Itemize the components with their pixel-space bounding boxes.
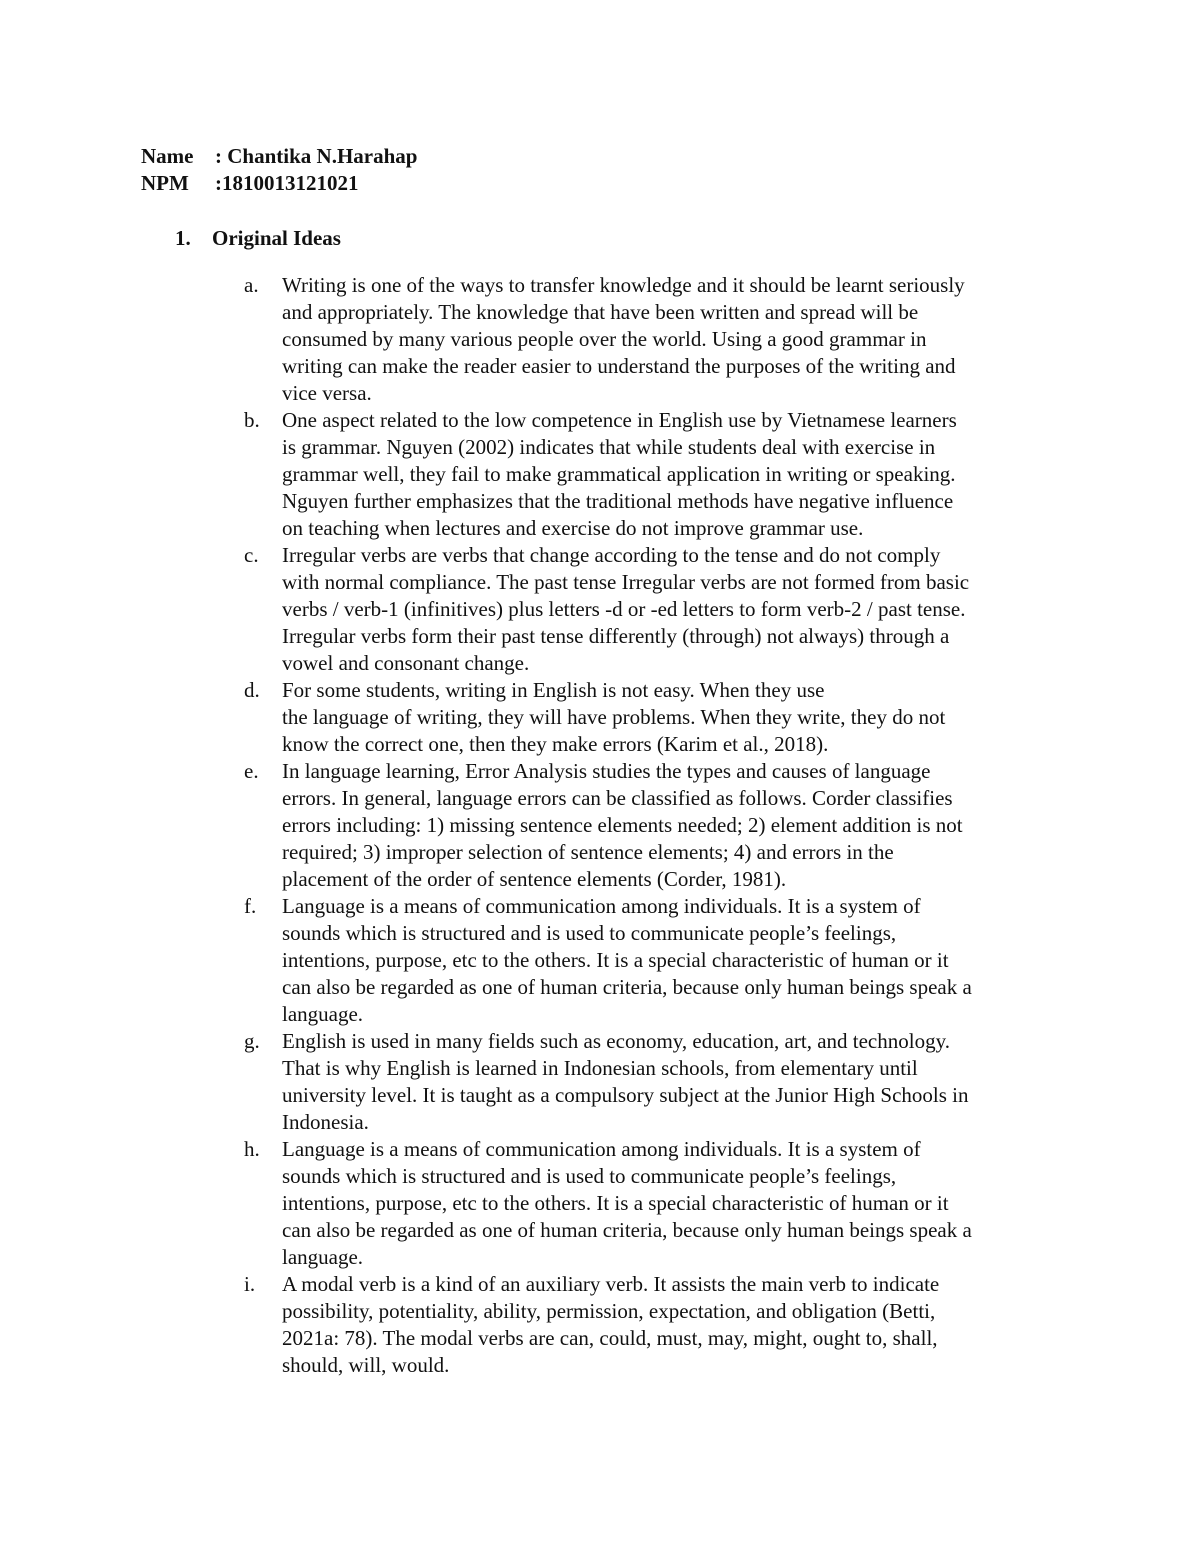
list-item-line: Language is a means of communication among individuals. It is a system of — [282, 894, 921, 918]
list-item-line: One aspect related to the low competence in English use by Vietnamese learners — [282, 408, 957, 432]
list-item-line: is grammar. Nguyen (2002) indicates that while students deal with exercise in — [282, 435, 936, 459]
list-item-marker: c. — [244, 543, 259, 567]
list-item-line: with normal compliance. The past tense Irregular verbs are not formed from basic — [282, 570, 970, 594]
list-item-line: intentions, purpose, etc to the others. It is a special characteristic of human or it — [282, 1191, 949, 1215]
npm-label: NPM — [141, 171, 189, 195]
section-heading — [175, 225, 341, 252]
list-item-line: sounds which is structured and is used to communicate people’s feelings, — [282, 921, 897, 945]
list-item — [244, 1136, 1064, 1271]
section-title: Original Ideas — [212, 226, 341, 250]
list-item-line: Language is a means of communication among individuals. It is a system of — [282, 1137, 921, 1161]
list-item-line: verbs / verb-1 (infinitives) plus letters -d or -ed letters to form verb-2 / past tense. — [282, 597, 966, 621]
list-item-line: Nguyen further emphasizes that the traditional methods have negative influence — [282, 489, 954, 513]
list-item-line: A modal verb is a kind of an auxiliary verb. It assists the main verb to indicate — [282, 1272, 940, 1296]
list-item-marker: a. — [244, 273, 259, 297]
list-item-marker: f. — [244, 894, 257, 918]
list-item-line: errors including: 1) missing sentence elements needed; 2) element addition is not — [282, 813, 963, 837]
list-item-line: possibility, potentiality, ability, permission, expectation, and obligation (Betti, — [282, 1299, 936, 1323]
list-item-line: university level. It is taught as a compulsory subject at the Junior High Schools in — [282, 1083, 969, 1107]
list-item-line: 2021a: 78). The modal verbs are can, could, must, may, might, ought to, shall, — [282, 1326, 938, 1350]
name-label: Name — [141, 144, 194, 168]
list-item-line: Writing is one of the ways to transfer knowledge and it should be learnt seriously — [282, 273, 965, 297]
ideas-list — [244, 272, 1064, 1379]
list-item — [244, 542, 1064, 677]
list-item-line: intentions, purpose, etc to the others. It is a special characteristic of human or it — [282, 948, 949, 972]
list-item-marker: g. — [244, 1029, 260, 1053]
list-item-line: Indonesia. — [282, 1110, 369, 1134]
list-item-line: the language of writing, they will have problems. When they write, they do not — [282, 705, 946, 729]
list-item-line: consumed by many various people over the world. Using a good grammar in — [282, 327, 927, 351]
list-item-line: required; 3) improper selection of sentence elements; 4) and errors in the — [282, 840, 894, 864]
list-item — [244, 1271, 1064, 1379]
list-item-line: on teaching when lectures and exercise do not improve grammar use. — [282, 516, 864, 540]
section-number: 1. — [175, 226, 191, 250]
npm-value: :1810013121021 — [215, 171, 359, 195]
list-item — [244, 677, 1064, 758]
npm-row — [141, 170, 359, 197]
list-item-line: Irregular verbs form their past tense differently (through) not always) through a — [282, 624, 950, 648]
list-item-marker: i. — [244, 1272, 256, 1296]
list-item-marker: e. — [244, 759, 259, 783]
list-item — [244, 758, 1064, 893]
list-item-line: can also be regarded as one of human criteria, because only human beings speak a — [282, 1218, 972, 1242]
list-item-line: should, will, would. — [282, 1353, 450, 1377]
list-item — [244, 272, 1064, 407]
list-item-line: vice versa. — [282, 381, 372, 405]
list-item-line: know the correct one, then they make errors (Karim et al., 2018). — [282, 732, 829, 756]
list-item-marker: d. — [244, 678, 260, 702]
list-item — [244, 407, 1064, 542]
list-item-line: grammar well, they fail to make grammatical application in writing or speaking. — [282, 462, 956, 486]
list-item-line: Irregular verbs are verbs that change according to the tense and do not comply — [282, 543, 941, 567]
list-item-line: language. — [282, 1002, 364, 1026]
list-item-line: vowel and consonant change. — [282, 651, 530, 675]
list-item-marker: h. — [244, 1137, 260, 1161]
list-item-line: language. — [282, 1245, 364, 1269]
list-item-marker: b. — [244, 408, 260, 432]
list-item-line: In language learning, Error Analysis studies the types and causes of language — [282, 759, 931, 783]
list-item-line: can also be regarded as one of human criteria, because only human beings speak a — [282, 975, 972, 999]
list-item — [244, 1028, 1064, 1136]
list-item-line: English is used in many fields such as economy, education, art, and technology. — [282, 1029, 950, 1053]
list-item-line: writing can make the reader easier to understand the purposes of the writing and — [282, 354, 956, 378]
list-item-line: That is why English is learned in Indonesian schools, from elementary until — [282, 1056, 918, 1080]
list-item-line: placement of the order of sentence elements (Corder, 1981). — [282, 867, 787, 891]
list-item — [244, 893, 1064, 1028]
name-row — [141, 143, 417, 170]
list-item-line: For some students, writing in English is not easy. When they use — [282, 678, 825, 702]
list-item-line: errors. In general, language errors can be classified as follows. Corder classifies — [282, 786, 953, 810]
list-item-line: sounds which is structured and is used to communicate people’s feelings, — [282, 1164, 897, 1188]
name-value: : Chantika N.Harahap — [215, 144, 418, 168]
list-item-line: and appropriately. The knowledge that have been written and spread will be — [282, 300, 919, 324]
